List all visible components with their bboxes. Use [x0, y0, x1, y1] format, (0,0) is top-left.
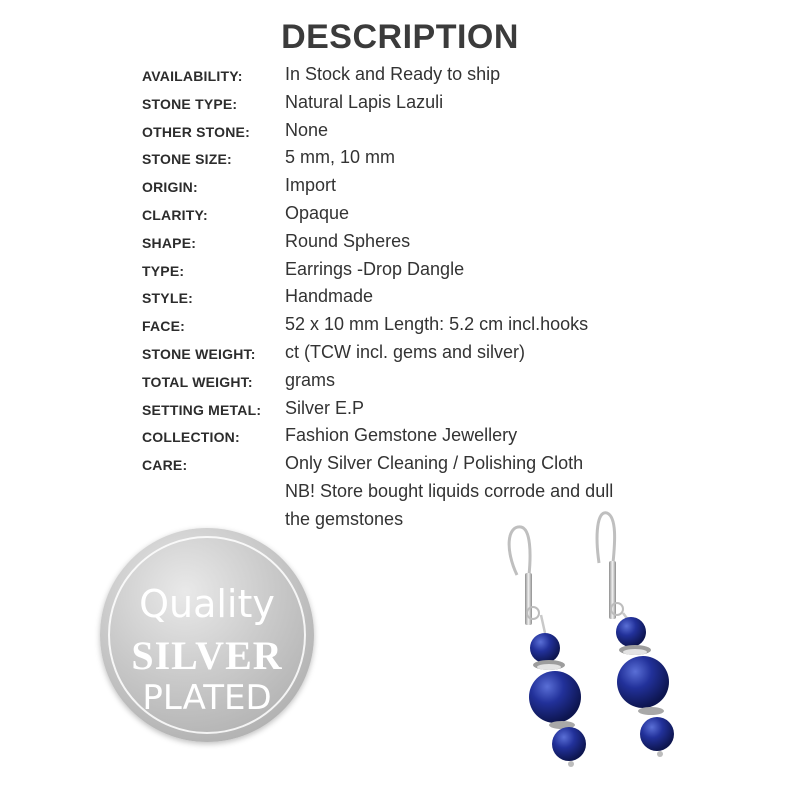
spec-value: Fashion Gemstone Jewellery	[285, 425, 518, 446]
spec-row	[142, 284, 702, 312]
spec-row	[142, 62, 702, 90]
spec-row	[142, 173, 702, 201]
spec-value: In Stock and Ready to ship	[285, 64, 501, 84]
spec-row	[142, 451, 702, 479]
spec-label: FACE:	[142, 318, 185, 335]
spec-list	[142, 62, 702, 479]
spec-value: 5 mm, 10 mm	[285, 147, 396, 168]
spec-row	[142, 118, 702, 146]
spec-value: Only Silver Cleaning / Polishing Cloth	[285, 453, 584, 474]
spec-value: None	[285, 119, 329, 140]
badge-line-quality: Quality	[139, 582, 275, 626]
spec-label: STONE TYPE:	[142, 95, 238, 112]
spec-label: STYLE:	[142, 290, 193, 307]
left-earring	[509, 527, 586, 767]
spec-label: STONE SIZE:	[142, 151, 232, 168]
spec-label: CARE:	[142, 457, 188, 474]
spec-value: Handmade	[285, 286, 374, 307]
care-note-line: the gemstones	[285, 509, 404, 529]
spec-row	[142, 396, 702, 424]
spec-label: TYPE:	[142, 262, 185, 279]
earrings-product-image	[495, 505, 685, 790]
care-note-line: NB! Store bought liquids corrode and dull	[285, 481, 614, 501]
spec-label: SETTING METAL:	[142, 401, 262, 418]
spec-row	[142, 145, 702, 173]
spec-row	[142, 423, 702, 451]
spec-row	[142, 229, 702, 257]
spec-label: OTHER STONE:	[142, 123, 250, 140]
badge-line-silver: SILVER	[131, 633, 283, 678]
spec-value: 52 x 10 mm Length: 5.2 cm incl.hooks	[285, 314, 589, 335]
spec-label: AVAILABILITY:	[142, 68, 243, 84]
page-title: DESCRIPTION	[281, 18, 519, 56]
spec-row	[142, 368, 702, 396]
spec-row	[142, 312, 702, 340]
quality-silver-plated-badge	[100, 528, 314, 742]
spec-label: CLARITY:	[142, 206, 208, 223]
spec-value: Round Spheres	[285, 230, 411, 251]
spec-value: ct (TCW incl. gems and silver)	[285, 341, 526, 362]
right-earring	[597, 513, 674, 757]
spec-row	[142, 90, 702, 118]
spec-value: Import	[285, 175, 337, 196]
spec-row	[142, 201, 702, 229]
spec-label: STONE WEIGHT:	[142, 345, 256, 362]
spec-value: Natural Lapis Lazuli	[285, 91, 444, 112]
spec-value: grams	[285, 369, 336, 390]
spec-value: Silver E.P	[285, 397, 365, 418]
spec-label: ORIGIN:	[142, 179, 198, 196]
badge-line-plated: PLATED	[142, 678, 272, 718]
spec-label: TOTAL WEIGHT:	[142, 373, 253, 390]
spec-row	[142, 257, 702, 285]
spec-label: SHAPE:	[142, 234, 197, 251]
spec-label: COLLECTION:	[142, 429, 240, 446]
spec-value: Opaque	[285, 202, 350, 223]
spec-row	[142, 340, 702, 368]
spec-value: Earrings -Drop Dangle	[285, 258, 465, 279]
